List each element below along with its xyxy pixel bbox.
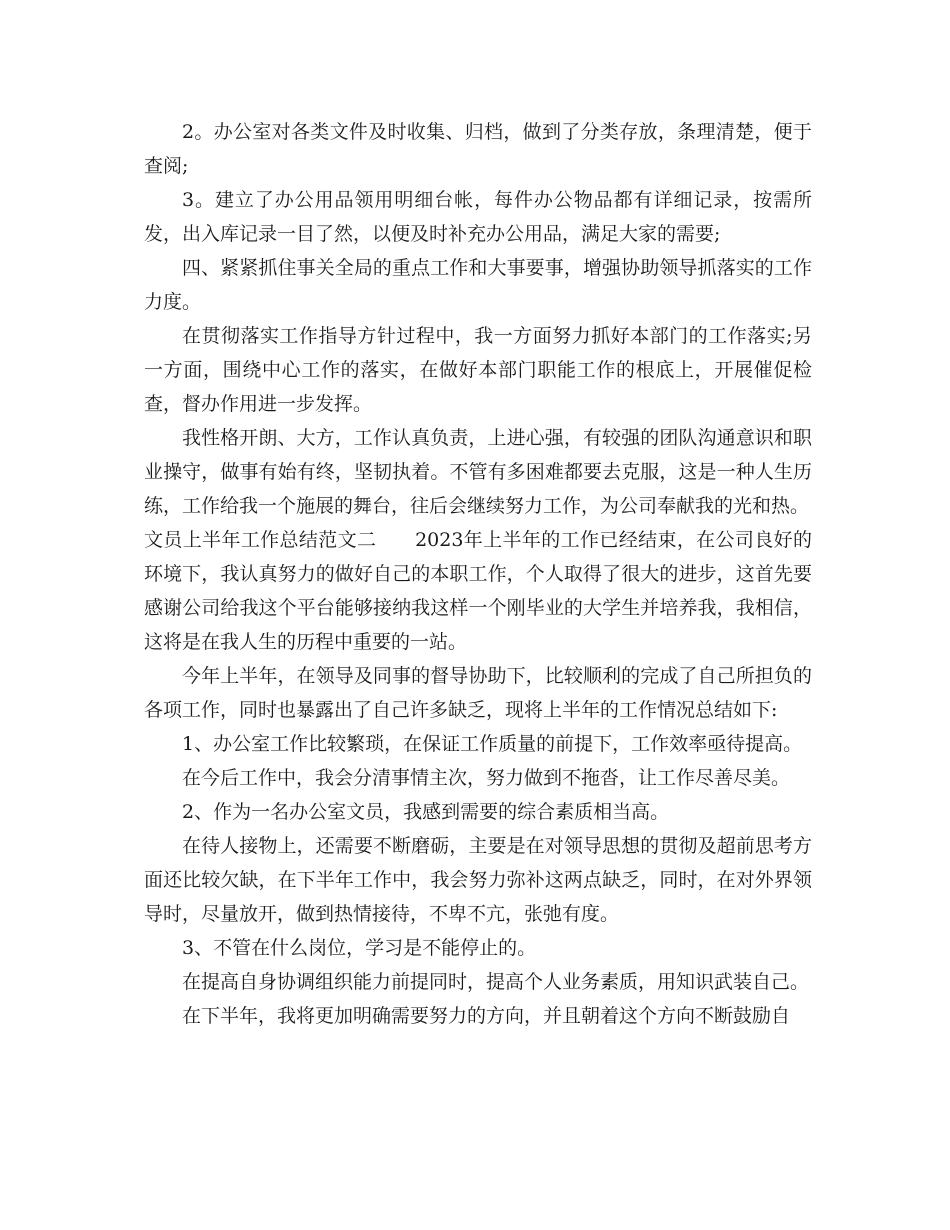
paragraph-office-supplies-ledger: 3。建立了办公用品领用明细台帐，每件办公物品都有详细记录，按需所发，出入库记录一目了然，以便及时补充办公用品，满足大家的需要; [144,189,812,245]
paragraph-personality: 我性格开朗、大方，工作认真负责，上进心强，有较强的团队沟通意识和职业操守，做事有始有终，坚韧执着。不管有多困难都要去克服，这是一种人生历练，工作给我一个施展的舞台，往后会继续努力工作，为公司奉献我的光和热。 [144,427,812,517]
paragraph-implementation: 在贯彻落实工作指导方针过程中，我一方面努力抓好本部门的工作落实;另一方面，围绕中心工作的落实，在做好本部门职能工作的根底上，开展催促检查，督办作用进一步发挥。 [144,325,812,415]
paragraph-file-archiving: 2。办公室对各类文件及时收集、归档，做到了分类存放，条理清楚，便于查阅; [144,121,812,177]
paragraph-point-1: 1、办公室工作比较繁琐，在保证工作质量的前提下，工作效率亟待提高。 [182,733,803,755]
paragraph-point-2-detail: 在待人接物上，还需要不断磨砺，主要是在对领导思想的贯彻及超前思考方面还比较欠缺，在下半年工作中，我会努力弥补这两点缺乏，同时，在对外界领导时，尽量放开，做到热情接待，不卑不亢，张弛有度。 [144,835,812,925]
paragraph-half-year-summary: 今年上半年，在领导及同事的督导协助下，比较顺利的完成了自己所担负的各项工作，同时也暴露出了自己许多缺乏，现将上半年的工作情况总结如下: [144,665,812,721]
paragraph-key-work-heading: 四、紧紧抓住事关全局的重点工作和大事要事，增强协助领导抓落实的工作力度。 [144,257,812,313]
document-body [144,115,812,1033]
paragraph-second-half-plan: 在下半年，我将更加明确需要努力的方向，并且朝着这个方向不断鼓励自 [182,1005,791,1027]
paragraph-point-2: 2、作为一名办公室文员，我感到需要的综合素质相当高。 [182,801,670,823]
paragraph-point-3-detail: 在提高自身协调组织能力前提同时，提高个人业务素质，用知识武装自己。 [182,971,810,993]
paragraph-point-1-detail: 在今后工作中，我会分清事情主次，努力做到不拖沓，让工作尽善尽美。 [182,767,791,789]
paragraph-point-3: 3、不管在什么岗位，学习是不能停止的。 [182,937,537,959]
paragraph-sample-two-intro: 文员上半年工作总结范文二 2023年上半年的工作已经结束，在公司良好的环境下，我认真努力的做好自己的本职工作，个人取得了很大的进步，这首先要感谢公司给我这个平台能够接纳我这样一个刚毕业的大学生并培养我，我相信，这将是在我人生的历程中重要的一站。 [144,529,812,653]
